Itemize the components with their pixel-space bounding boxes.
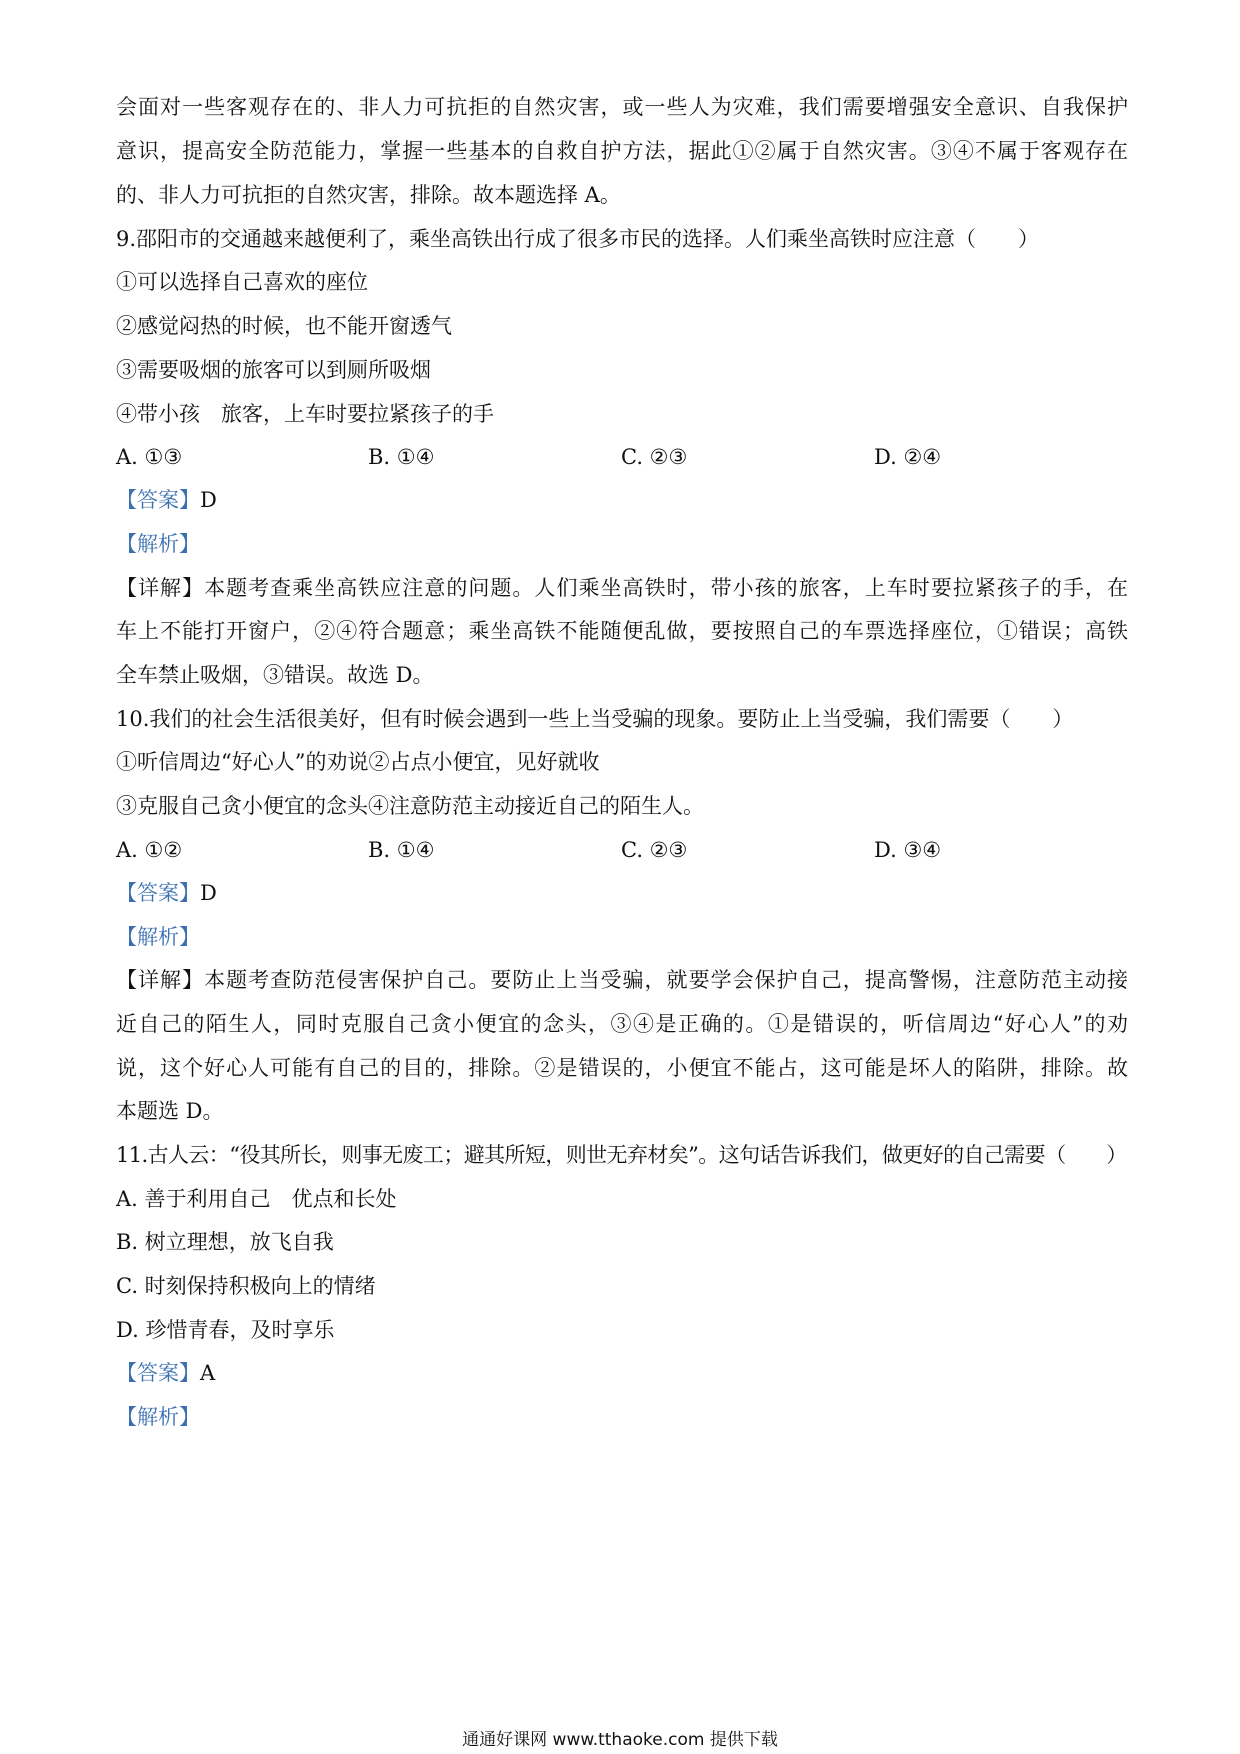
q9-option-c: C. ②③	[621, 445, 688, 469]
q10-analysis-tag: 【解析】	[116, 925, 200, 949]
q10-answer-value: D	[200, 881, 217, 905]
q9-answer-value: D	[200, 488, 217, 512]
q9-statement-2: ②感觉闷热的时候，也不能开窗透气	[116, 314, 452, 338]
q9-detail-line-1	[116, 574, 1128, 602]
q10-detail-line-1	[116, 966, 1128, 994]
q11-analysis	[116, 1403, 1128, 1431]
q9-analysis-tag: 【解析】	[116, 532, 200, 556]
q11-option-a: A. 善于利用自己 优点和长处	[116, 1187, 397, 1211]
q9-analysis	[116, 530, 1128, 558]
q10-statement-2: ③克服自己贪小便宜的念头④注意防范主动接近自己的陌生人。	[116, 794, 704, 818]
q11-option-b: B. 树立理想，放飞自我	[116, 1230, 334, 1254]
q10-detail-line-3: 说，这个好心人可能有自己的目的，排除。②是错误的，小便宜不能占，这可能是坏人的陷阱，排除。故	[116, 1056, 1128, 1080]
q9-statement-4: ④带小孩 旅客，上车时要拉紧孩子的手	[116, 402, 494, 426]
q10-answer-tag: 【答案】	[116, 881, 200, 905]
q9-detail-line-2: 车上不能打开窗户，②④符合题意；乘坐高铁不能随便乱做，要按照自己的车票选择座位，①错误；高铁	[116, 619, 1128, 643]
q10-detail-line-4: 本题选 D。	[116, 1099, 224, 1123]
q11-answer	[116, 1359, 1128, 1387]
q9-detail-line-3: 全车禁止吸烟，③错误。故选 D。	[116, 663, 434, 687]
q10-analysis	[116, 923, 1128, 951]
q9-detail-text-1: 本题考查乘坐高铁应注意的问题。人们乘坐高铁时，带小孩的旅客，上车时要拉紧孩子的手，在	[204, 576, 1128, 600]
q10-answer	[116, 879, 1128, 907]
q10-option-c: C. ②③	[621, 838, 688, 862]
q9-option-d: D. ②④	[874, 445, 942, 469]
q11-option-c: C. 时刻保持积极向上的情绪	[116, 1274, 376, 1298]
q10-detail-line-2: 近自己的陌生人，同时克服自己贪小便宜的念头，③④是正确的。①是错误的，听信周边“好心人”的劝	[116, 1012, 1128, 1036]
q10-statement-1: ①听信周边“好心人”的劝说②占点小便宜，见好就收	[116, 750, 600, 774]
q9-answer-tag: 【答案】	[116, 488, 200, 512]
q11-answer-value: A	[200, 1361, 216, 1385]
q9-option-b: B. ①④	[368, 445, 435, 469]
q11-stem: 11.古人云：“役其所长，则事无废工；避其所短，则世无弃材矣”。这句话告诉我们，做更好的自己需要（ ）	[116, 1143, 1127, 1167]
q9-detail-tag: 【详解】	[116, 576, 205, 600]
q9-statement-3: ③需要吸烟的旅客可以到厕所吸烟	[116, 358, 431, 382]
intro-line-3: 的、非人力可抗拒的自然灾害，排除。故本题选择 A。	[116, 183, 621, 207]
q10-detail-text-1: 本题考查防范侵害保护自己。要防止上当受骗，就要学会保护自己，提高警惕，注意防范主动接	[204, 968, 1128, 992]
q10-option-b: B. ①④	[368, 838, 435, 862]
q11-option-d: D. 珍惜青春，及时享乐	[116, 1318, 335, 1342]
q10-stem: 10.我们的社会生活很美好，但有时候会遇到一些上当受骗的现象。要防止上当受骗，我们需要（ ）	[116, 707, 1074, 731]
q11-analysis-tag: 【解析】	[116, 1405, 200, 1429]
q9-option-a: A. ①③	[116, 445, 183, 469]
q11-answer-tag: 【答案】	[116, 1361, 200, 1385]
q9-statement-1: ①可以选择自己喜欢的座位	[116, 270, 368, 294]
q9-answer	[116, 486, 1128, 514]
q10-option-a: A. ①②	[116, 838, 183, 862]
intro-line-1: 会面对一些客观存在的、非人力可抗拒的自然灾害，或一些人为灾难，我们需要增强安全意识、自我保护	[116, 95, 1128, 119]
q10-option-d: D. ③④	[874, 838, 942, 862]
q9-stem: 9.邵阳市的交通越来越便利了，乘坐高铁出行成了很多市民的选择。人们乘坐高铁时应注意（ ）	[116, 227, 1040, 251]
intro-line-2: 意识，提高安全防范能力，掌握一些基本的自救自护方法，据此①②属于自然灾害。③④不属于客观存在	[116, 139, 1128, 163]
q10-detail-tag: 【详解】	[116, 968, 205, 992]
footer-source: 通通好课网 www.tthaoke.com 提供下载	[462, 1730, 778, 1750]
